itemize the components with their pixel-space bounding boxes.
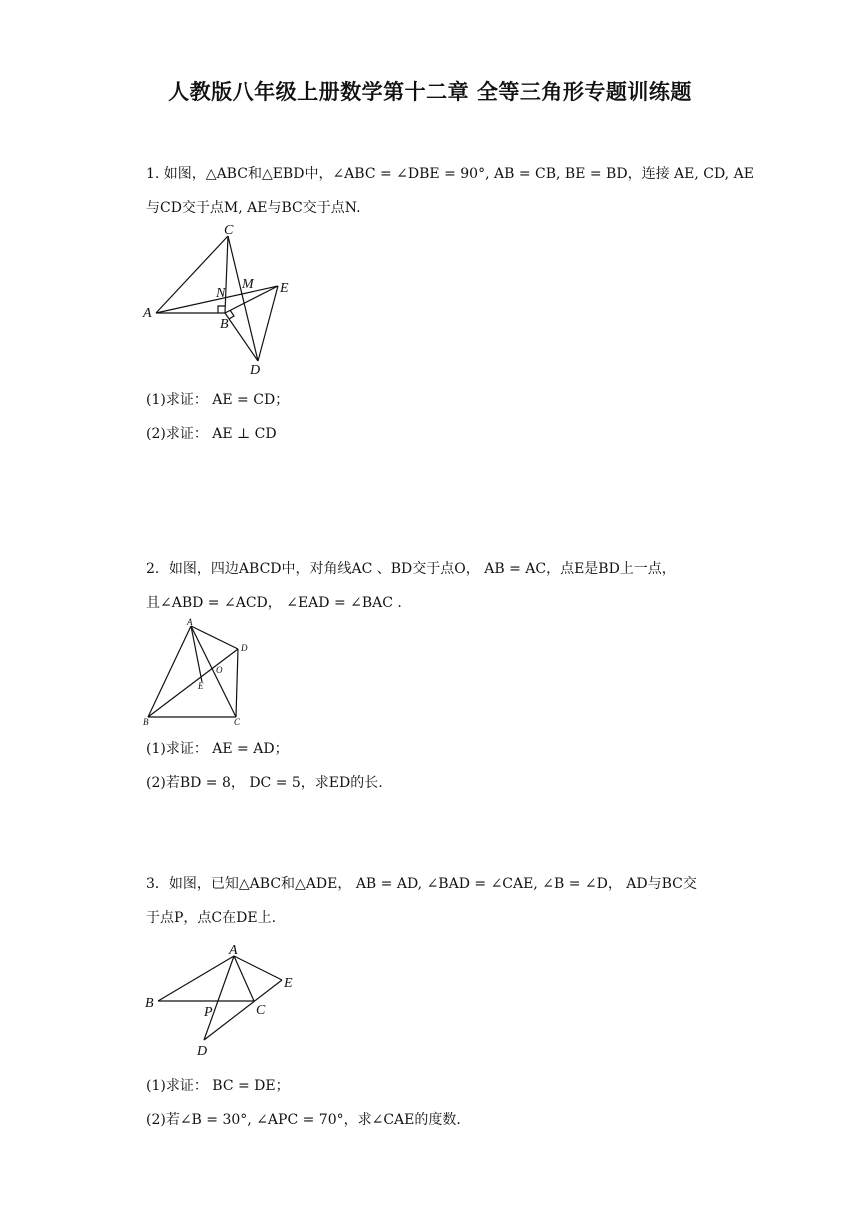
problem-2-statement-line-2: 且∠ABD = ∠ACD， ∠EAD = ∠BAC . bbox=[146, 595, 402, 611]
segment-AD bbox=[204, 956, 234, 1040]
label-D: D bbox=[250, 363, 261, 378]
problem-1-figure bbox=[138, 222, 308, 378]
segment-AD bbox=[191, 626, 238, 649]
right-angle-mark-DBE bbox=[229, 310, 234, 319]
right-angle-mark-ABC bbox=[218, 306, 225, 313]
label-B: B bbox=[145, 996, 154, 1011]
problem-3-figure bbox=[138, 938, 308, 1060]
label-M: M bbox=[242, 277, 254, 292]
label-E: E bbox=[198, 681, 204, 691]
segment-CB bbox=[225, 236, 228, 313]
problem-3-statement-line-1: 3．如图，已知△ABC和△ADE， AB = AD, ∠BAD = ∠CAE, ∠B = ∠D， AD与BC交 bbox=[146, 876, 697, 892]
segment-AC bbox=[156, 236, 228, 313]
problem-2-statement-line-1: 2．如图，四边ABCD中，对角线AC 、BD交于点O， AB = AC，点E是BD上一点， bbox=[146, 561, 676, 577]
segment-ED bbox=[258, 286, 278, 361]
label-A: A bbox=[187, 617, 193, 627]
segment-BD bbox=[225, 313, 258, 361]
label-P: P bbox=[204, 1005, 213, 1020]
segment-AE bbox=[234, 956, 282, 980]
page-title: 人教版八年级上册数学第十二章 全等三角形专题训练题 bbox=[168, 80, 692, 104]
segment-AE bbox=[191, 626, 202, 682]
segment-DE bbox=[204, 980, 282, 1040]
label-E: E bbox=[284, 976, 293, 991]
label-B: B bbox=[143, 717, 149, 727]
label-C: C bbox=[256, 1003, 266, 1018]
problem-1-statement-line-1: 1. 如图，△ABC和△EBD中，∠ABC = ∠DBE = 90°, AB = CB, BE = BD，连接 AE, CD, AE bbox=[146, 166, 754, 182]
problem-3-question-1: (1)求证： BC = DE； bbox=[146, 1078, 290, 1094]
segment-DC bbox=[236, 649, 238, 717]
problem-1-question-2: (2)求证： AE ⊥ CD bbox=[146, 426, 277, 442]
label-N: N bbox=[216, 286, 226, 301]
segment-AB bbox=[158, 956, 234, 1001]
label-D: D bbox=[197, 1044, 208, 1059]
label-B: B bbox=[220, 317, 229, 332]
problem-2-figure bbox=[138, 614, 258, 732]
problem-1-question-1: (1)求证： AE = CD； bbox=[146, 392, 290, 408]
segment-AC bbox=[234, 956, 254, 1001]
label-A: A bbox=[229, 943, 238, 958]
problem-1-statement-line-2: 与CD交于点M, AE与BC交于点N. bbox=[146, 200, 361, 216]
problem-2-question-1: (1)求证： AE = AD； bbox=[146, 741, 289, 757]
label-C: C bbox=[224, 223, 234, 238]
segment-BD bbox=[148, 649, 238, 717]
segment-AB bbox=[148, 626, 191, 717]
label-O: O bbox=[216, 665, 223, 675]
problem-3-statement-line-2: 于点P，点C在DE上. bbox=[146, 910, 277, 926]
segment-AC bbox=[191, 626, 236, 717]
problem-3-question-2: (2)若∠B = 30°, ∠APC = 70°，求∠CAE的度数. bbox=[146, 1112, 461, 1128]
label-D: D bbox=[241, 643, 248, 653]
label-A: A bbox=[143, 306, 152, 321]
label-C: C bbox=[234, 717, 241, 727]
problem-2-question-2: (2)若BD = 8， DC = 5，求ED的长. bbox=[146, 775, 383, 791]
label-E: E bbox=[280, 281, 289, 296]
